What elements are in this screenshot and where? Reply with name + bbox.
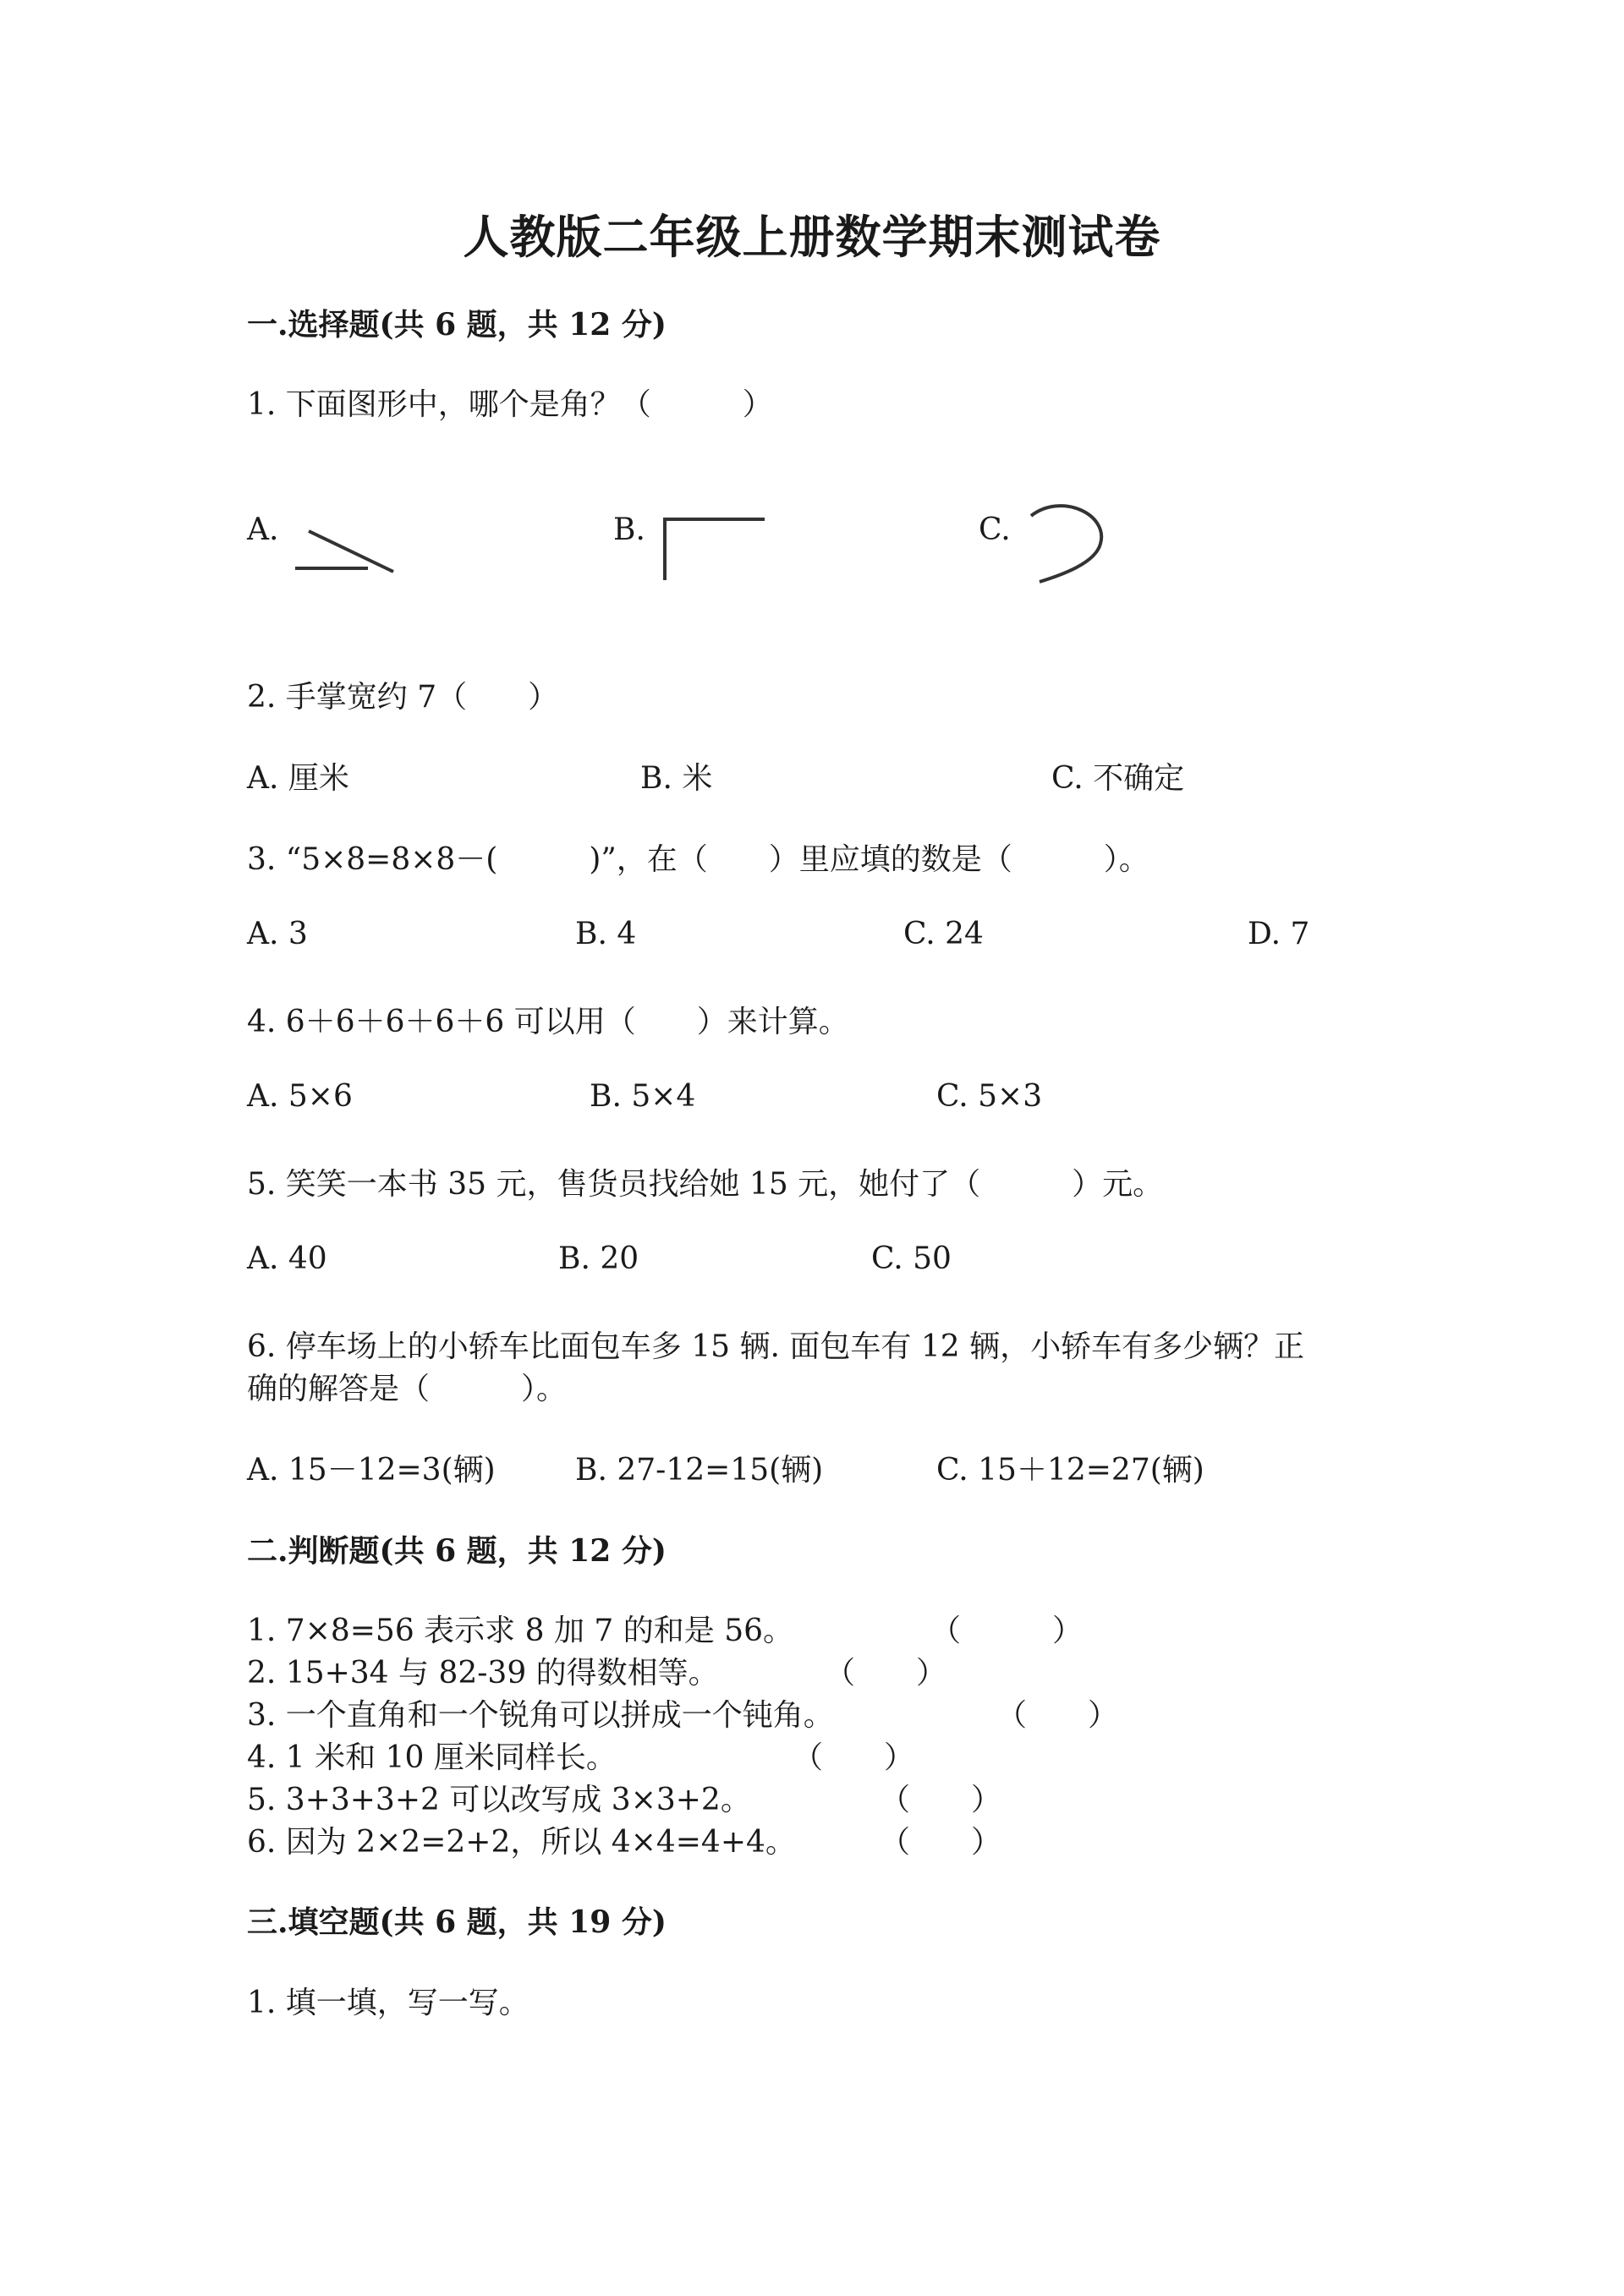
judge-item-5-answer-blank: （ ）	[880, 1783, 1002, 1817]
question-1-text: 1. 下面图形中，哪个是角？（ ）	[247, 387, 773, 422]
q6-option-b: B. 27-12=15(辆)	[575, 1453, 824, 1488]
judge-item-2-answer-blank: （ ）	[825, 1656, 947, 1690]
q4-option-a: A. 5×6	[247, 1079, 353, 1114]
question-5-text: 5. 笑笑一本书 35 元，售货员找给她 15 元，她付了（ ）元。	[247, 1167, 1164, 1202]
judge-item-2-text: 2. 15+34 与 82-39 的得数相等。	[247, 1656, 719, 1690]
q6-option-a: A. 15－12=3(辆)	[247, 1453, 496, 1488]
section-heading-judge: 二.判断题(共 6 题，共 12 分)	[247, 1533, 667, 1569]
judge-item-1-answer-blank: （ ）	[930, 1614, 1084, 1648]
q1-option-a: A.	[247, 512, 279, 547]
question-6-line-2: 确的解答是（ ）。	[247, 1372, 568, 1406]
q6-option-c: C. 15＋12=27(辆)	[936, 1453, 1204, 1488]
question-3-text: 3. “5×8=8×8－( )”，在（ ）里应填的数是（ ）。	[247, 842, 1149, 877]
section-heading-choice: 一.选择题(共 6 题，共 12 分)	[247, 307, 667, 342]
q3-option-a: A. 3	[247, 917, 308, 951]
fill-question-1-text: 1. 填一填，写一写。	[247, 1986, 529, 2020]
judge-item-1-text: 1. 7×8=56 表示求 8 加 7 的和是 56。	[247, 1614, 794, 1648]
right-angle-figure-icon	[660, 514, 770, 582]
q4-option-c: C. 5×3	[936, 1079, 1043, 1114]
section-heading-fill: 三.填空题(共 6 题，共 19 分)	[247, 1904, 667, 1940]
judge-item-5-text: 5. 3+3+3+2 可以改写成 3×3+2。	[247, 1783, 751, 1817]
q2-option-b: B. 米	[640, 761, 713, 796]
question-4-text: 4. 6＋6＋6＋6＋6 可以用（ ）来计算。	[247, 1005, 849, 1039]
q5-option-a: A. 40	[247, 1241, 327, 1276]
q3-option-d: D. 7	[1248, 917, 1310, 951]
q3-option-c: C. 24	[903, 917, 984, 951]
judge-item-6-answer-blank: （ ）	[880, 1825, 1002, 1860]
page-title: 人教版二年级上册数学期末测试卷	[463, 210, 1161, 264]
q4-option-b: B. 5×4	[590, 1079, 696, 1114]
two-segment-figure-icon	[292, 524, 402, 575]
q2-option-c: C. 不确定	[1051, 761, 1185, 796]
q5-option-b: B. 20	[558, 1241, 639, 1276]
judge-item-6-text: 6. 因为 2×2=2+2，所以 4×4=4+4。	[247, 1825, 796, 1860]
judge-item-3-answer-blank: （ ）	[996, 1698, 1119, 1733]
curved-figure-icon	[1028, 497, 1121, 590]
question-2-text: 2. 手掌宽约 7（ ）	[247, 680, 559, 715]
judge-item-3-text: 3. 一个直角和一个锐角可以拼成一个钝角。	[247, 1698, 834, 1733]
q5-option-c: C. 50	[871, 1241, 952, 1276]
q3-option-b: B. 4	[575, 917, 637, 951]
judge-item-4-text: 4. 1 米和 10 厘米同样长。	[247, 1740, 617, 1775]
q1-option-c: C.	[979, 512, 1011, 547]
q2-option-a: A. 厘米	[247, 761, 349, 796]
q1-option-b: B.	[613, 512, 645, 547]
judge-item-4-answer-blank: （ ）	[793, 1740, 915, 1775]
question-6-line-1: 6. 停车场上的小轿车比面包车多 15 辆. 面包车有 12 辆，小轿车有多少辆？正	[247, 1329, 1305, 1364]
